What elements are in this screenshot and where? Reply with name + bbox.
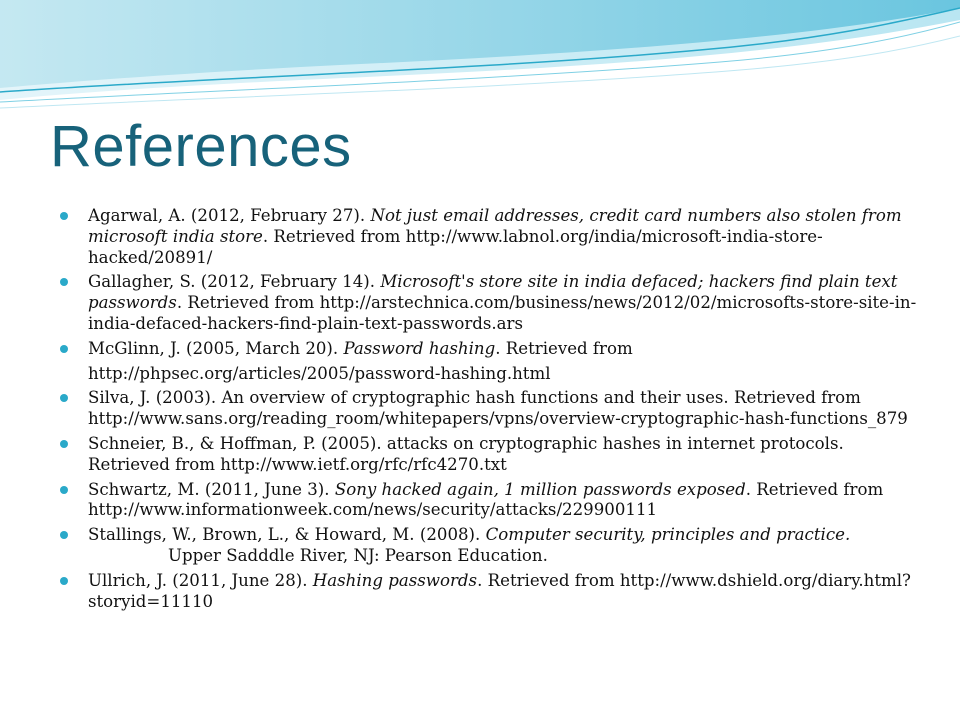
reference-text: Stallings, W., Brown, L., & Howard, M. (2008). [88, 525, 486, 545]
reference-title: Password hashing [343, 338, 496, 358]
reference-text: Gallagher, S. (2012, February 14). [88, 272, 381, 292]
reference-item [60, 571, 920, 613]
reference-source: . Retrieved from http://www.dshield.org/diary.html?storyid=11110 [88, 570, 911, 611]
bullet-icon [60, 486, 68, 494]
bullet-icon [60, 278, 68, 286]
reference-text: Schwartz, M. (2011, June 3). [88, 479, 335, 499]
reference-item [60, 480, 920, 522]
reference-text: Silva, J. (2003). An overview of cryptographic hash functions and their uses. Retrieved from http://www.sans.org/reading_room/whitepapers/vpns/overview-cryptographic-hash-functions_879 [88, 388, 908, 429]
reference-source: . Retrieved from [495, 338, 633, 358]
reference-title: Not just email addresses, credit card numbers also stolen from microsoft india store [88, 206, 902, 246]
reference-text: Ullrich, J. (2011, June 28). [88, 570, 313, 590]
reference-title: Microsoft's store site in india defaced; hackers find plain text passwords [88, 272, 898, 313]
reference-source: Upper Sadddle River, NJ: Pearson Education. [168, 545, 548, 565]
bullet-icon [60, 531, 68, 539]
bullet-icon [60, 440, 68, 448]
reference-source: . Retrieved from http://arstechnica.com/business/news/2012/02/microsofts-store-site-in-india-defaced-hackers-find-plain-text-passwords.ars [88, 293, 917, 333]
reference-item [60, 272, 920, 334]
reference-title: Hashing passwords [312, 570, 478, 590]
reference-title: Sony hacked again, 1 million passwords exposed [334, 479, 746, 499]
reference-source: . Retrieved from http://www.labnol.org/india/microsoft-india-store-hacked/20891/ [88, 226, 823, 267]
bullet-icon [60, 345, 68, 353]
reference-url: http://phpsec.org/articles/2005/password-hashing.html [88, 363, 551, 383]
bullet-icon [60, 212, 68, 220]
reference-list [60, 206, 920, 616]
reference-text: Agarwal, A. (2012, February 27). [88, 206, 371, 225]
bullet-icon [60, 577, 68, 585]
reference-item [60, 434, 920, 476]
bullet-icon [60, 394, 68, 402]
reference-item [60, 388, 920, 430]
reference-text: McGlinn, J. (2005, March 20). [88, 338, 344, 358]
reference-source: . Retrieved from http://www.informationweek.com/news/security/attacks/229900111 [88, 479, 884, 520]
reference-item [60, 339, 920, 385]
reference-title: Computer security, principles and practice. [485, 525, 851, 545]
slide-title: References [50, 114, 352, 179]
header-wave-decoration [0, 0, 960, 120]
reference-item [60, 206, 920, 268]
reference-item [60, 525, 920, 567]
reference-text: Schneier, B., & Hoffman, P. (2005). attacks on cryptographic hashes in internet protocols. Retrieved from http://www.ietf.org/rfc/rfc4270.txt [88, 433, 844, 474]
